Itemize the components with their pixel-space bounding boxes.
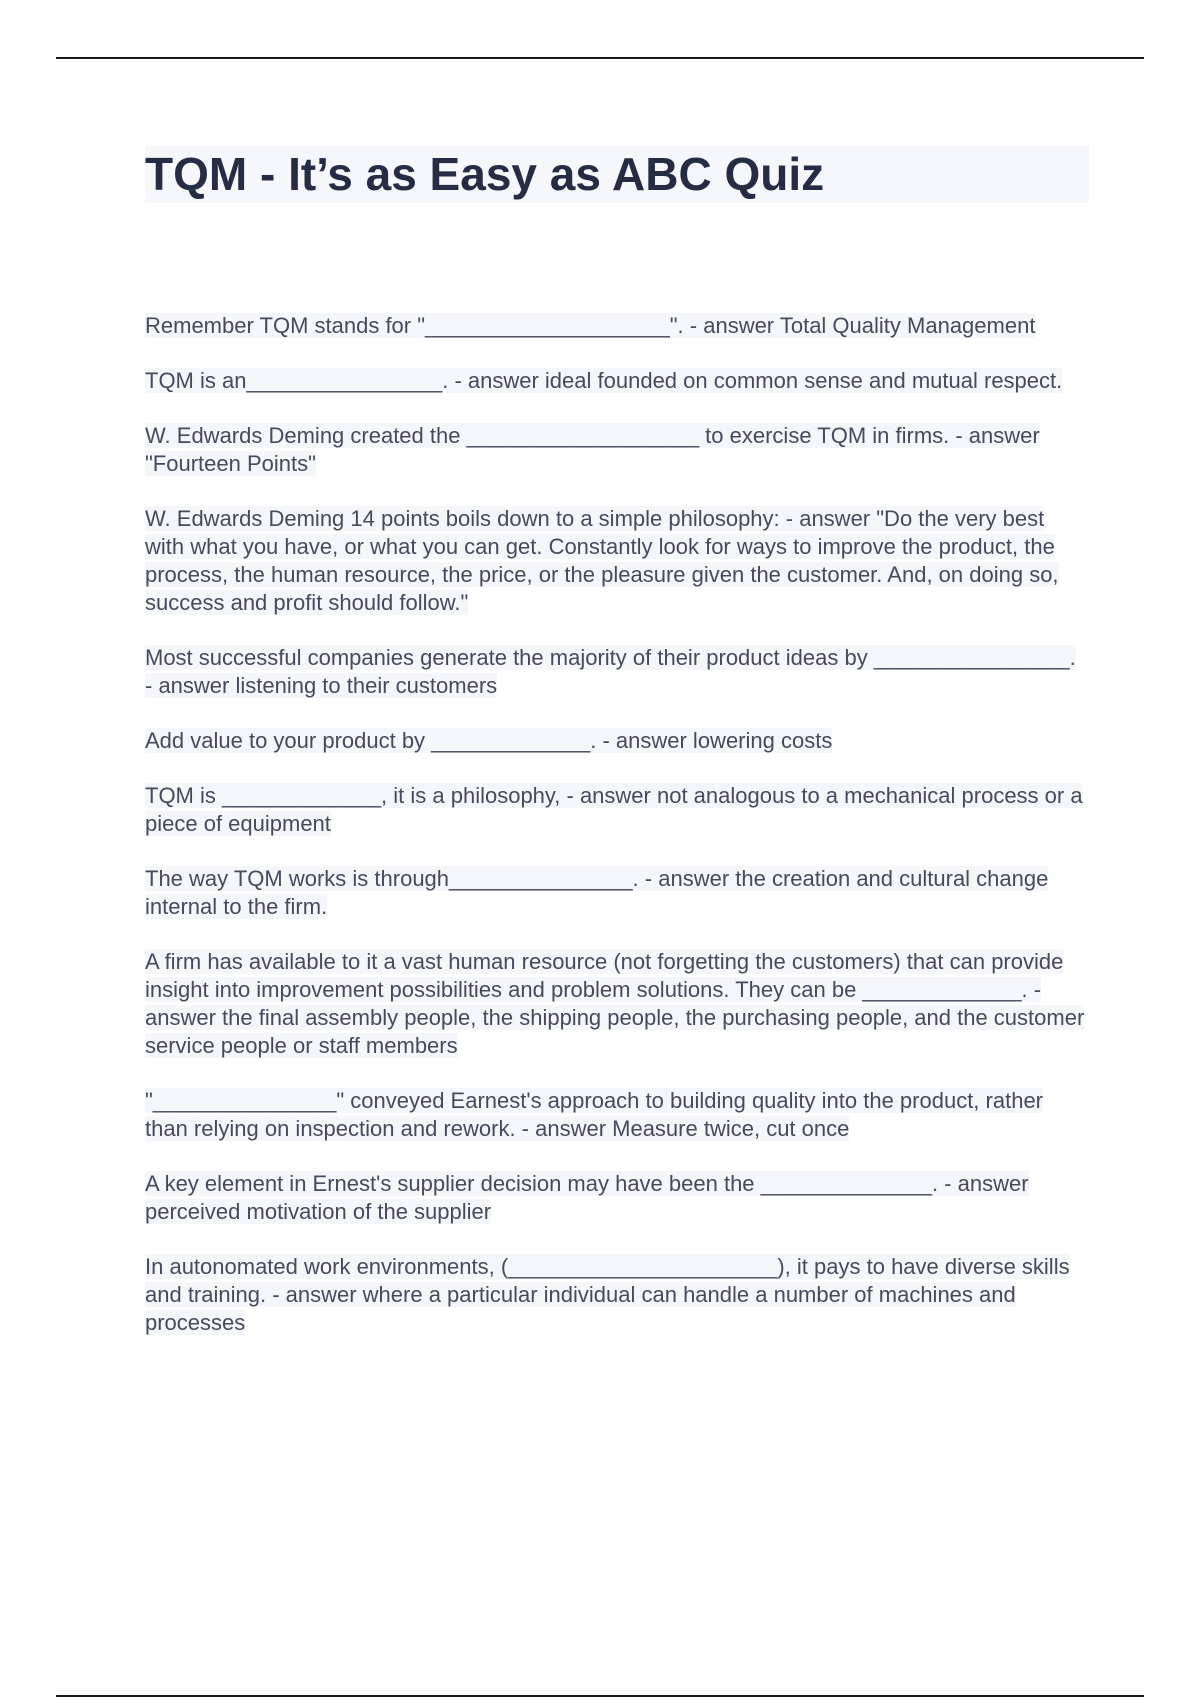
qa-item [145,1253,1085,1337]
qa-text: A key element in Ernest's supplier decision may have been the ______________. - answer perceived motivation of the supplier [145,1171,1029,1224]
qa-item [145,644,1085,700]
qa-item [145,727,1085,755]
qa-text: TQM is an________________. - answer ideal founded on common sense and mutual respect. [145,368,1063,393]
qa-list [145,312,1085,1364]
top-rule [56,57,1144,59]
qa-item [145,782,1085,838]
qa-item [145,367,1085,395]
qa-text: The way TQM works is through_______________. - answer the creation and cultural change internal to the firm. [145,866,1049,919]
qa-item [145,1170,1085,1226]
qa-item [145,505,1085,617]
qa-text: W. Edwards Deming created the ___________________ to exercise TQM in firms. - answer "Fourteen Points" [145,423,1040,476]
qa-text: Add value to your product by _____________. - answer lowering costs [145,728,833,753]
qa-item [145,948,1085,1060]
qa-item [145,422,1085,478]
qa-text: A firm has available to it a vast human resource (not forgetting the customers) that can provide insight into improvement possibilities and problem solutions. They can be _____________. - answer the final assembly people, the shipping people, the purchasing people, and the customer service people or staff members [145,949,1085,1058]
page-title: TQM - It’s as Easy as ABC Quiz [145,148,825,200]
qa-item [145,1087,1085,1143]
qa-text: In autonomated work environments, (______________________), it pays to have diverse skills and training. - answer where a particular individual can handle a number of machines and processes [145,1254,1070,1335]
qa-text: W. Edwards Deming 14 points boils down to a simple philosophy: - answer "Do the very best with what you have, or what you can get. Constantly look for ways to improve the product, the process, the human resource, the price, or the pleasure given the customer. And, on doing so, success and profit should follow." [145,506,1059,615]
qa-text: Most successful companies generate the majority of their product ideas by ________________. - answer listening to their customers [145,645,1076,698]
qa-text: Remember TQM stands for "____________________". - answer Total Quality Management [145,313,1036,338]
bottom-rule [56,1695,1144,1697]
qa-item [145,865,1085,921]
qa-text: "_______________" conveyed Earnest's approach to building quality into the product, rather than relying on inspection and rework. - answer Measure twice, cut once [145,1088,1044,1141]
qa-text: TQM is _____________, it is a philosophy, - answer not analogous to a mechanical process or a piece of equipment [145,783,1083,836]
qa-item [145,312,1085,340]
